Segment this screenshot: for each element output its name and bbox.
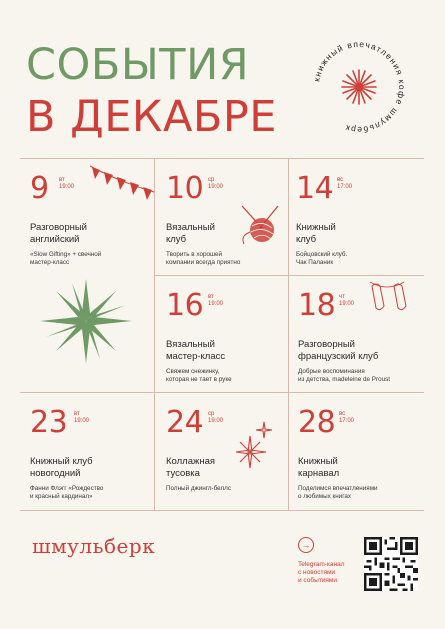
qr-code-icon[interactable]: [364, 537, 418, 591]
event-weekday: чт: [339, 294, 345, 300]
event-title: Книжный карнавал: [298, 456, 340, 479]
event-description: «Slow Gifting» + свечной мастер-класс: [30, 251, 102, 267]
title-line-2: В ДЕКАБРЕ: [26, 92, 277, 142]
event-weekday: вт: [74, 411, 80, 417]
grid-line: [20, 510, 424, 511]
bunting-icon: [86, 160, 158, 216]
event-card[interactable]: [288, 392, 424, 510]
event-day: 28: [298, 405, 336, 440]
event-description: Поделимся впечатлениями о любимых книгах: [298, 485, 378, 501]
green-star-icon: [36, 276, 136, 366]
event-time: 19:00: [208, 301, 224, 307]
event-description: Творить в хорошей компании всегда приятно: [166, 251, 241, 267]
sparkle-icon: [342, 70, 376, 104]
brand-logo[interactable]: шмульберк: [32, 534, 156, 558]
event-title: Вязальный клуб: [166, 222, 215, 245]
event-day: 16: [166, 288, 204, 323]
event-card[interactable]: [20, 392, 154, 510]
event-title: Книжный клуб: [296, 222, 336, 245]
event-description: Фанни Флэгг «Рождество и красный кардинал»: [30, 485, 104, 501]
event-description: Полный джингл-беллс: [166, 485, 231, 492]
event-weekday: вс: [339, 411, 346, 417]
event-card[interactable]: [154, 275, 288, 392]
event-weekday: вт: [59, 177, 65, 183]
event-day: 18: [298, 288, 336, 323]
event-time: 19:00: [59, 184, 75, 190]
event-title: Разговорный английский: [30, 222, 87, 245]
event-time: 19:00: [74, 418, 90, 424]
event-description: Бойцовский клуб. Чак Паланик: [296, 251, 348, 267]
event-time: 17:00: [339, 418, 355, 424]
event-time: 19:00: [208, 184, 224, 190]
event-description: Добрые воспоминания из детства, madeleine de Proust: [298, 368, 390, 384]
telegram-caption[interactable]: Telegram-канал с новостями и событиями: [298, 561, 345, 584]
brand-badge: [300, 28, 418, 146]
mittens-icon: [368, 280, 410, 318]
event-day: 14: [296, 171, 334, 206]
badge-ring-text: книжный впечатления кофе шмульберк: [311, 38, 408, 136]
event-description: Свяжем снежинку, которая не тает в руке: [166, 368, 232, 384]
event-title: Коллажная тусовка: [166, 456, 216, 479]
event-day: 24: [166, 405, 204, 440]
event-title: Книжный клуб новогодний: [30, 456, 93, 479]
event-title: Разговорный французский клуб: [298, 339, 379, 362]
event-time: 19:00: [208, 418, 224, 424]
event-day: 9: [30, 171, 49, 206]
event-day: 10: [166, 171, 204, 206]
arrow-right-icon[interactable]: →: [298, 537, 314, 553]
event-title: Вязальный мастер-класс: [166, 339, 226, 362]
event-weekday: вс: [337, 177, 344, 183]
yarn-ball-icon: [236, 202, 284, 246]
event-weekday: вт: [208, 294, 214, 300]
event-card[interactable]: [288, 158, 424, 275]
event-weekday: ср: [208, 177, 215, 183]
event-time: 17:00: [337, 184, 353, 190]
sparkle-stars-icon: [232, 418, 274, 476]
event-time: 19:00: [339, 301, 355, 307]
event-weekday: ср: [208, 411, 215, 417]
event-day: 23: [30, 405, 68, 440]
title-line-1: СОБЫТИЯ: [26, 40, 250, 90]
